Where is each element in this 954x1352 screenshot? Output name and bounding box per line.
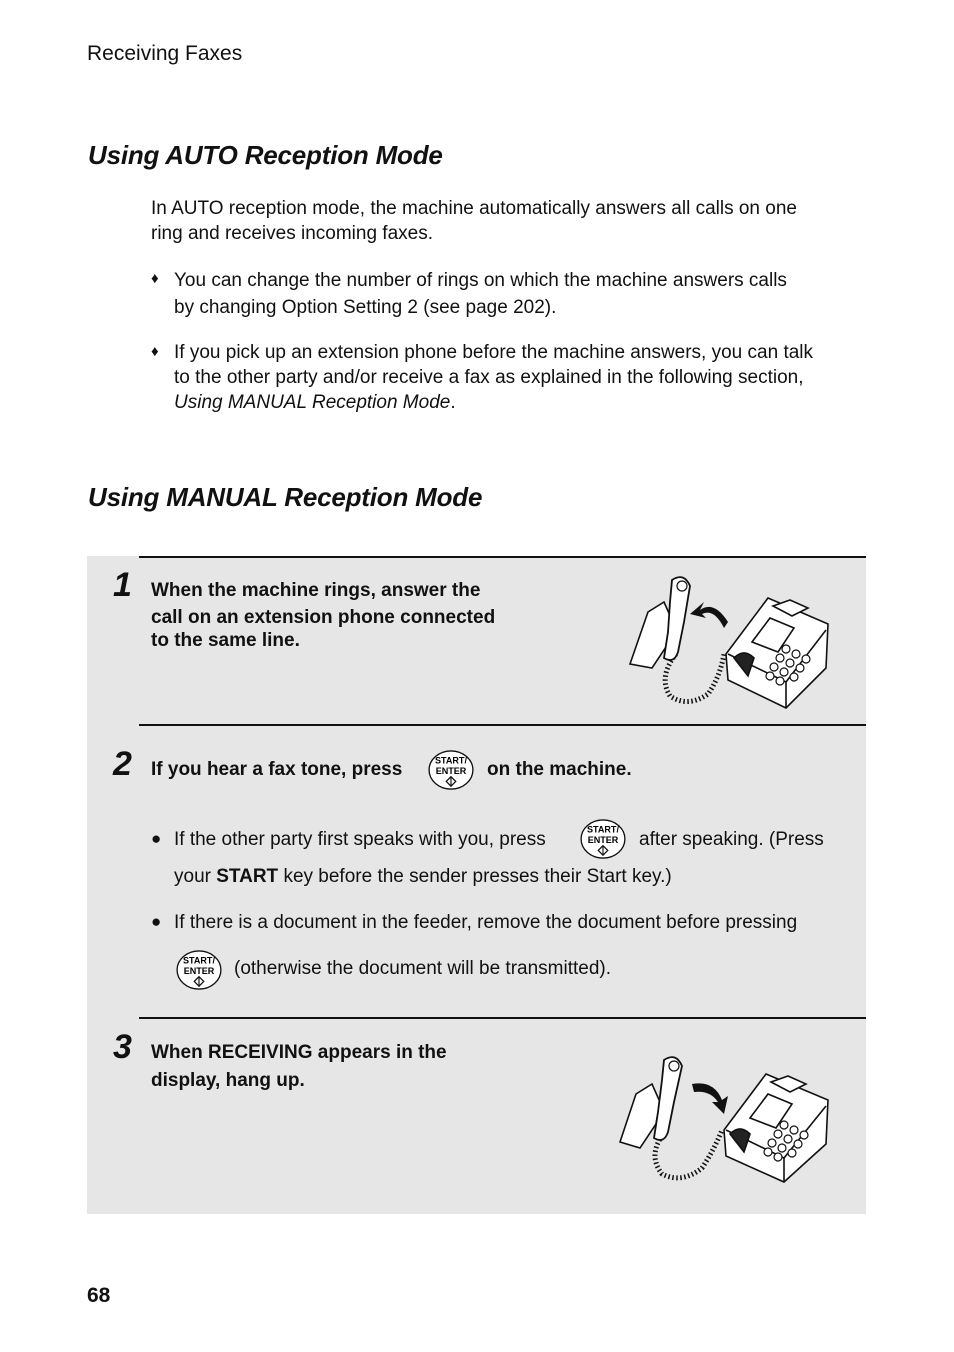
step-line: When the machine rings, answer the — [151, 580, 481, 601]
step-2-bullet-2-line1: If there is a document in the feeder, remove the document before pressing — [174, 912, 798, 933]
bullet-line: If you pick up an extension phone before the machine answers, you can talk — [174, 342, 814, 363]
step-divider — [139, 556, 866, 558]
round-bullet-icon: ● — [151, 912, 162, 931]
bullet-line — [174, 390, 813, 415]
step-3-text — [151, 1039, 447, 1095]
step-line: display, hang up. — [151, 1070, 305, 1091]
step-2-bullet-2-line2: (otherwise the document will be transmitted). — [234, 958, 611, 979]
step-2-bullet-1-line2 — [174, 864, 672, 889]
hang-up-handset-illustration — [618, 1050, 833, 1186]
key-label-top: START/ — [183, 955, 215, 966]
step-1-number: 1 — [113, 566, 132, 604]
step-line: When RECEIVING appears in the — [151, 1042, 447, 1063]
bullet-line: by changing Option Setting 2 (see page 202). — [174, 297, 557, 318]
key-label-top: START/ — [587, 824, 619, 835]
step-3-number: 3 — [113, 1028, 132, 1066]
start-enter-key-icon — [175, 950, 223, 990]
running-header: Receiving Faxes — [87, 42, 243, 65]
step-divider — [139, 724, 866, 726]
diamond-bullet-icon: ♦ — [151, 270, 159, 287]
auto-intro — [151, 196, 797, 246]
step-2-text-before: If you hear a fax tone, press — [151, 759, 403, 780]
cross-reference-link: Using MANUAL Reception Mode — [174, 392, 451, 413]
step-2-bullet-1-before: If the other party first speaks with you, press — [174, 829, 546, 850]
step-2-bullet-1-after: after speaking. (Press — [639, 829, 824, 850]
auto-intro-line: ring and receives incoming faxes. — [151, 223, 433, 244]
key-label-top: START/ — [435, 755, 467, 766]
step-1-text — [151, 577, 495, 654]
bullet-line: to the other party and/or receive a fax as explained in the following section, — [174, 367, 804, 388]
step-line: to the same line. — [151, 630, 300, 651]
auto-bullet-1 — [174, 267, 787, 321]
pick-up-handset-illustration — [628, 572, 833, 712]
key-label-bottom: ENTER — [587, 834, 619, 845]
page-number: 68 — [87, 1284, 111, 1307]
start-key-name: START — [216, 866, 279, 887]
round-bullet-icon: ● — [151, 829, 162, 848]
auto-section-title: Using AUTO Reception Mode — [88, 140, 443, 170]
auto-bullet-2 — [174, 340, 813, 415]
key-label-bottom: ENTER — [435, 765, 467, 776]
text-segment: your — [174, 866, 211, 887]
text-segment: key before the sender presses their Start key.) — [283, 866, 672, 887]
bullet-line: You can change the number of rings on which the machine answers calls — [174, 270, 787, 291]
step-line: call on an extension phone connected — [151, 607, 496, 628]
start-enter-key-icon — [427, 750, 475, 790]
auto-intro-line: In AUTO reception mode, the machine automatically answers all calls on one — [151, 198, 797, 219]
diamond-bullet-icon: ♦ — [151, 343, 159, 360]
step-divider — [139, 1017, 866, 1019]
key-label-bottom: ENTER — [183, 965, 215, 976]
start-enter-key-icon — [579, 819, 627, 859]
step-2-text-after: on the machine. — [487, 759, 632, 780]
period: . — [450, 392, 456, 413]
manual-section-title: Using MANUAL Reception Mode — [88, 482, 483, 512]
step-2-number: 2 — [113, 745, 132, 783]
